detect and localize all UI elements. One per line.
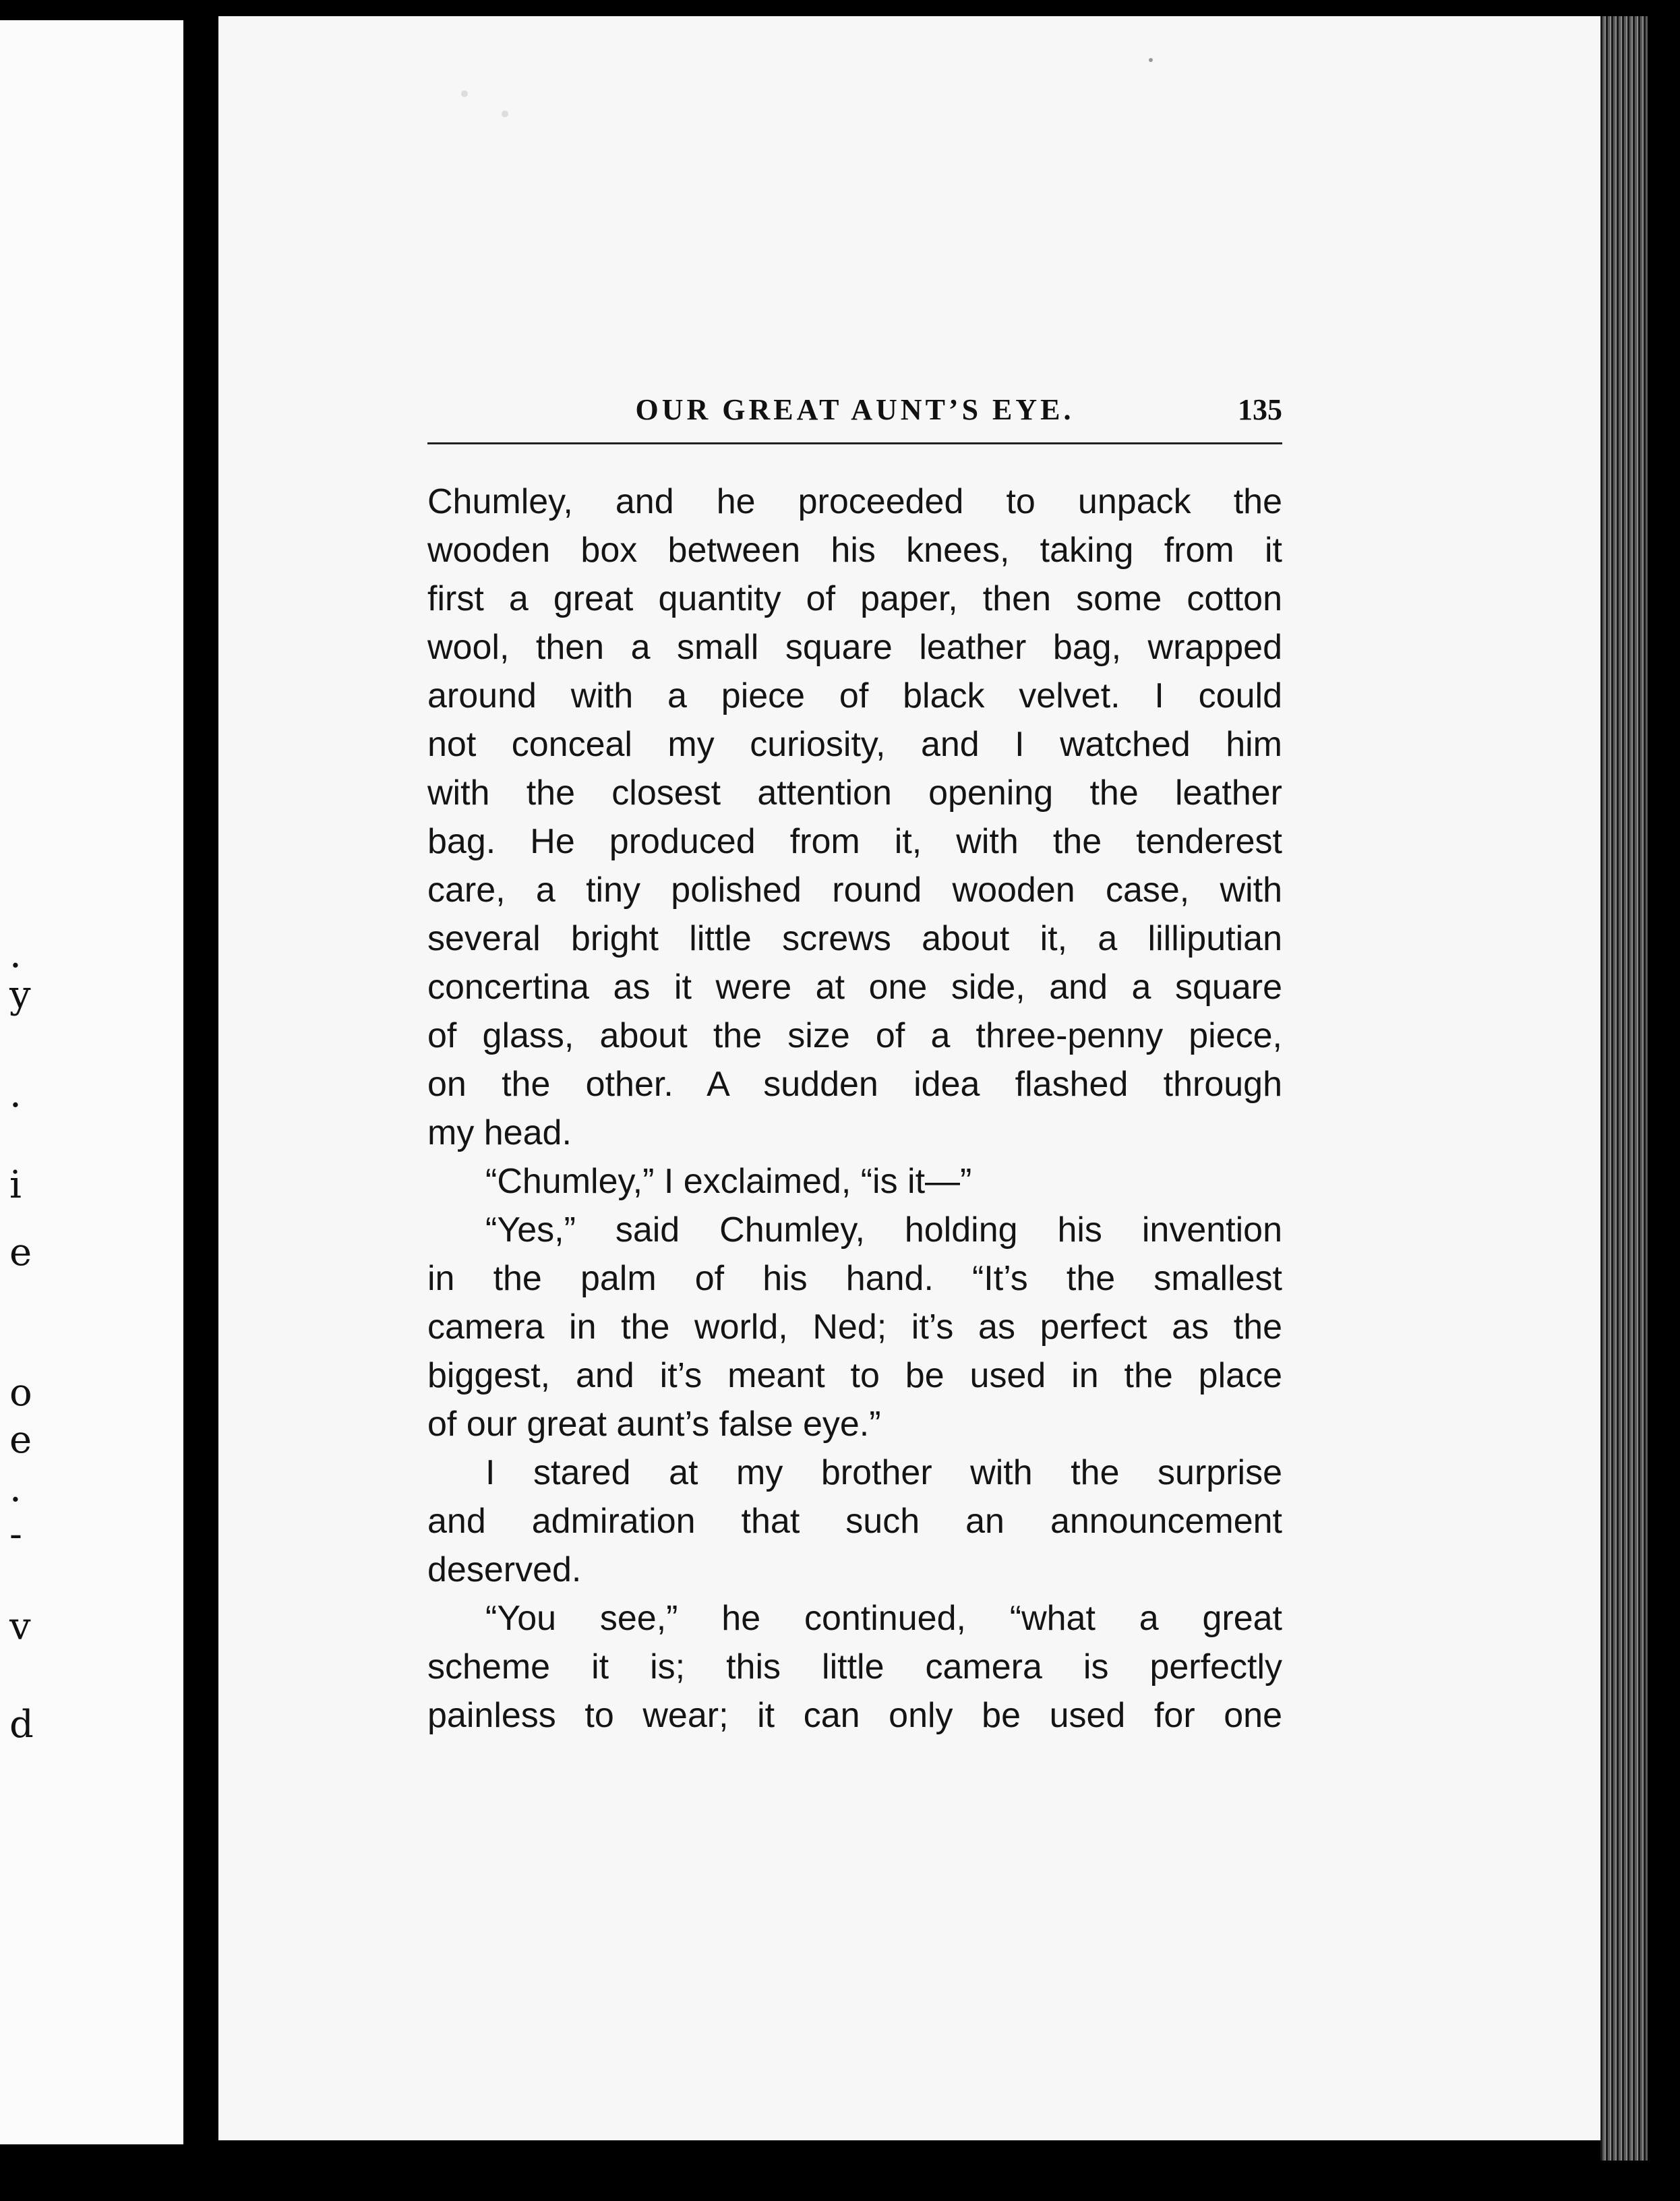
text-line: care, a tiny polished round wooden case, with xyxy=(427,871,1282,910)
text-line: on the other. A sudden idea flashed through xyxy=(427,1065,1282,1104)
facing-fragment: y xyxy=(9,973,31,1017)
paper-speck xyxy=(502,111,508,117)
facing-page-text-fragments xyxy=(0,20,183,2144)
text-line: deserved. xyxy=(427,1550,582,1589)
scan-border xyxy=(1648,0,1680,2201)
header-rule xyxy=(427,442,1282,444)
text-line: with the closest attention opening the leather xyxy=(427,773,1282,813)
book-gutter xyxy=(183,0,218,2201)
text-line: my head. xyxy=(427,1113,572,1152)
paper-speck xyxy=(1149,58,1153,62)
text-line: Chumley, and he proceeded to unpack the xyxy=(427,482,1282,521)
text-line: I stared at my brother with the surprise xyxy=(485,1453,1282,1492)
facing-fragment: . xyxy=(9,1072,22,1116)
text-line: “Chumley,” I exclaimed, “is it—” xyxy=(485,1162,972,1201)
text-line: not conceal my curiosity, and I watched him xyxy=(427,725,1282,764)
text-line: bag. He produced from it, with the tenderest xyxy=(427,822,1282,861)
paper-speck xyxy=(461,90,468,97)
page-block-edge xyxy=(1600,16,1648,2161)
text-line: painless to wear; it can only be used for one xyxy=(427,1696,1282,1735)
facing-fragment: . xyxy=(9,1467,22,1510)
facing-fragment: v xyxy=(9,1605,31,1649)
text-line: “Yes,” said Chumley, holding his invention xyxy=(485,1210,1282,1250)
facing-fragment: d xyxy=(9,1703,34,1747)
text-line: in the palm of his hand. “It’s the smallest xyxy=(427,1259,1282,1298)
text-line: around with a piece of black velvet. I could xyxy=(427,676,1282,715)
facing-fragment: i xyxy=(9,1163,22,1207)
text-line: scheme it is; this little camera is perfectly xyxy=(427,1647,1282,1686)
text-line: of glass, about the size of a three-penny piece, xyxy=(427,1016,1282,1055)
running-header xyxy=(427,388,1282,436)
text-line: “You see,” he continued, “what a great xyxy=(485,1599,1282,1638)
text-line: and admiration that such an announcement xyxy=(427,1502,1282,1541)
text-line: camera in the world, Ned; it’s as perfect as the xyxy=(427,1308,1282,1347)
facing-page xyxy=(0,20,183,2144)
facing-fragment: o xyxy=(9,1371,32,1415)
facing-fragment: e xyxy=(9,1231,32,1274)
text-line: concertina as it were at one side, and a square xyxy=(427,968,1282,1007)
text-line: of our great aunt’s false eye.” xyxy=(427,1405,881,1444)
text-line: first a great quantity of paper, then some cotton xyxy=(427,579,1282,618)
text-line: wool, then a small square leather bag, wrapped xyxy=(427,628,1282,667)
page-number: 135 xyxy=(1238,393,1282,426)
facing-fragment: . xyxy=(9,933,22,976)
facing-fragment: - xyxy=(9,1513,22,1556)
facing-fragment: e xyxy=(9,1418,32,1462)
text-line: several bright little screws about it, a lilliputian xyxy=(427,919,1282,958)
text-line: wooden box between his knees, taking from it xyxy=(427,531,1282,570)
running-title: OUR GREAT AUNT’S EYE. xyxy=(635,393,1075,426)
body-text xyxy=(427,477,1282,1740)
text-line: biggest, and it’s meant to be used in the place xyxy=(427,1356,1282,1395)
